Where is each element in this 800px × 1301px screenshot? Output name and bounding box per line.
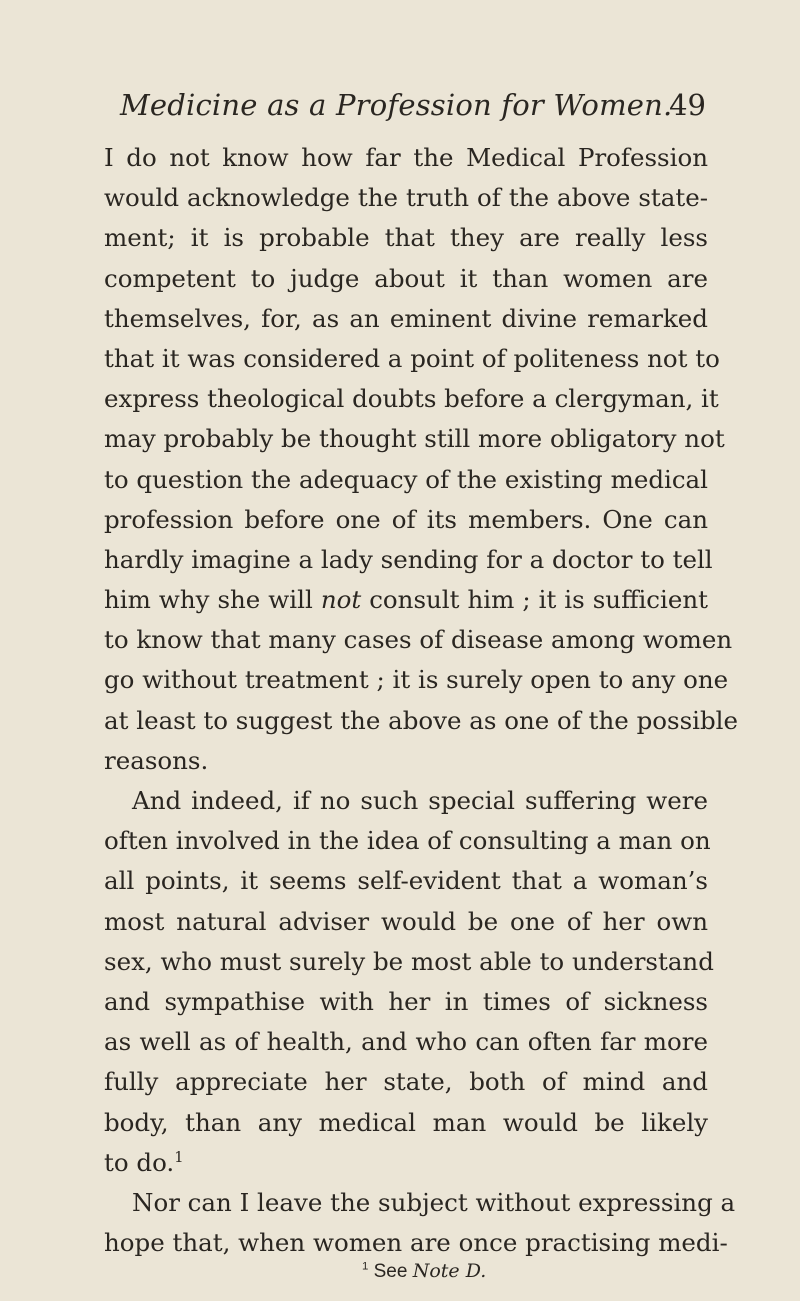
text-line: reasons. xyxy=(104,745,209,775)
text-line: go without treatment ; it is surely open to any one xyxy=(104,665,729,695)
body-text xyxy=(104,138,739,1263)
emphasis-not: not xyxy=(320,585,362,615)
text-run: him why she will xyxy=(104,585,313,615)
text-line: body, than any medical man would be likely xyxy=(104,1107,708,1137)
text-line-with-emphasis xyxy=(104,580,708,620)
text-run: consult him ; it is sufficient xyxy=(369,585,708,615)
text-line: at least to suggest the above as one of the possible xyxy=(104,705,739,735)
text-line: ment; it is probable that they are really less xyxy=(104,223,708,253)
text-line: most natural adviser would be one of her own xyxy=(104,906,708,936)
text-line: to know that many cases of disease among women xyxy=(104,625,733,655)
text-run: to do. xyxy=(104,1147,175,1177)
text-line: to question the adequacy of the existing medical xyxy=(104,464,708,494)
text-line: express theological doubts before a clergyman, it xyxy=(104,384,719,414)
footnote-reference-text: Note D. xyxy=(412,1260,487,1282)
text-line: hope that, when women are once practising medi- xyxy=(104,1228,728,1258)
text-line: would acknowledge the truth of the above state- xyxy=(104,183,708,213)
footnote-text: See xyxy=(373,1261,408,1282)
running-title: Medicine as a Profession for Women. xyxy=(120,88,673,122)
text-line: that it was considered a point of politeness not to xyxy=(104,343,720,373)
text-line: hardly imagine a lady sending for a doctor to tell xyxy=(104,544,713,574)
running-head xyxy=(120,88,706,128)
footnote-marker: 1 xyxy=(362,1260,369,1273)
text-line: sex, who must surely be most able to understand xyxy=(104,946,714,976)
text-line: I do not know how far the Medical Profession xyxy=(104,143,708,172)
text-line: And indeed, if no such special suffering were xyxy=(132,786,708,815)
text-line: may probably be thought still more obligatory not xyxy=(104,424,725,454)
text-line: fully appreciate her state, both of mind and xyxy=(104,1067,708,1097)
text-line: themselves, for, as an eminent divine remarked xyxy=(104,303,708,333)
text-line: all points, it seems self-evident that a woman’s xyxy=(104,866,708,896)
text-line: competent to judge about it than women are xyxy=(104,263,708,293)
page-number: 49 xyxy=(669,88,706,122)
text-line: as well as of health, and who can often far more xyxy=(104,1027,708,1057)
footnote-reference: 1 xyxy=(174,1148,184,1166)
text-line: Nor can I leave the subject without expressing a xyxy=(132,1187,736,1217)
footnote xyxy=(362,1260,486,1283)
text-line: and sympathise with her in times of sickness xyxy=(104,986,708,1016)
text-line-with-footnote-ref xyxy=(104,1143,708,1183)
text-line: profession before one of its members. One can xyxy=(104,504,708,534)
text-line: often involved in the idea of consulting a man on xyxy=(104,826,711,856)
